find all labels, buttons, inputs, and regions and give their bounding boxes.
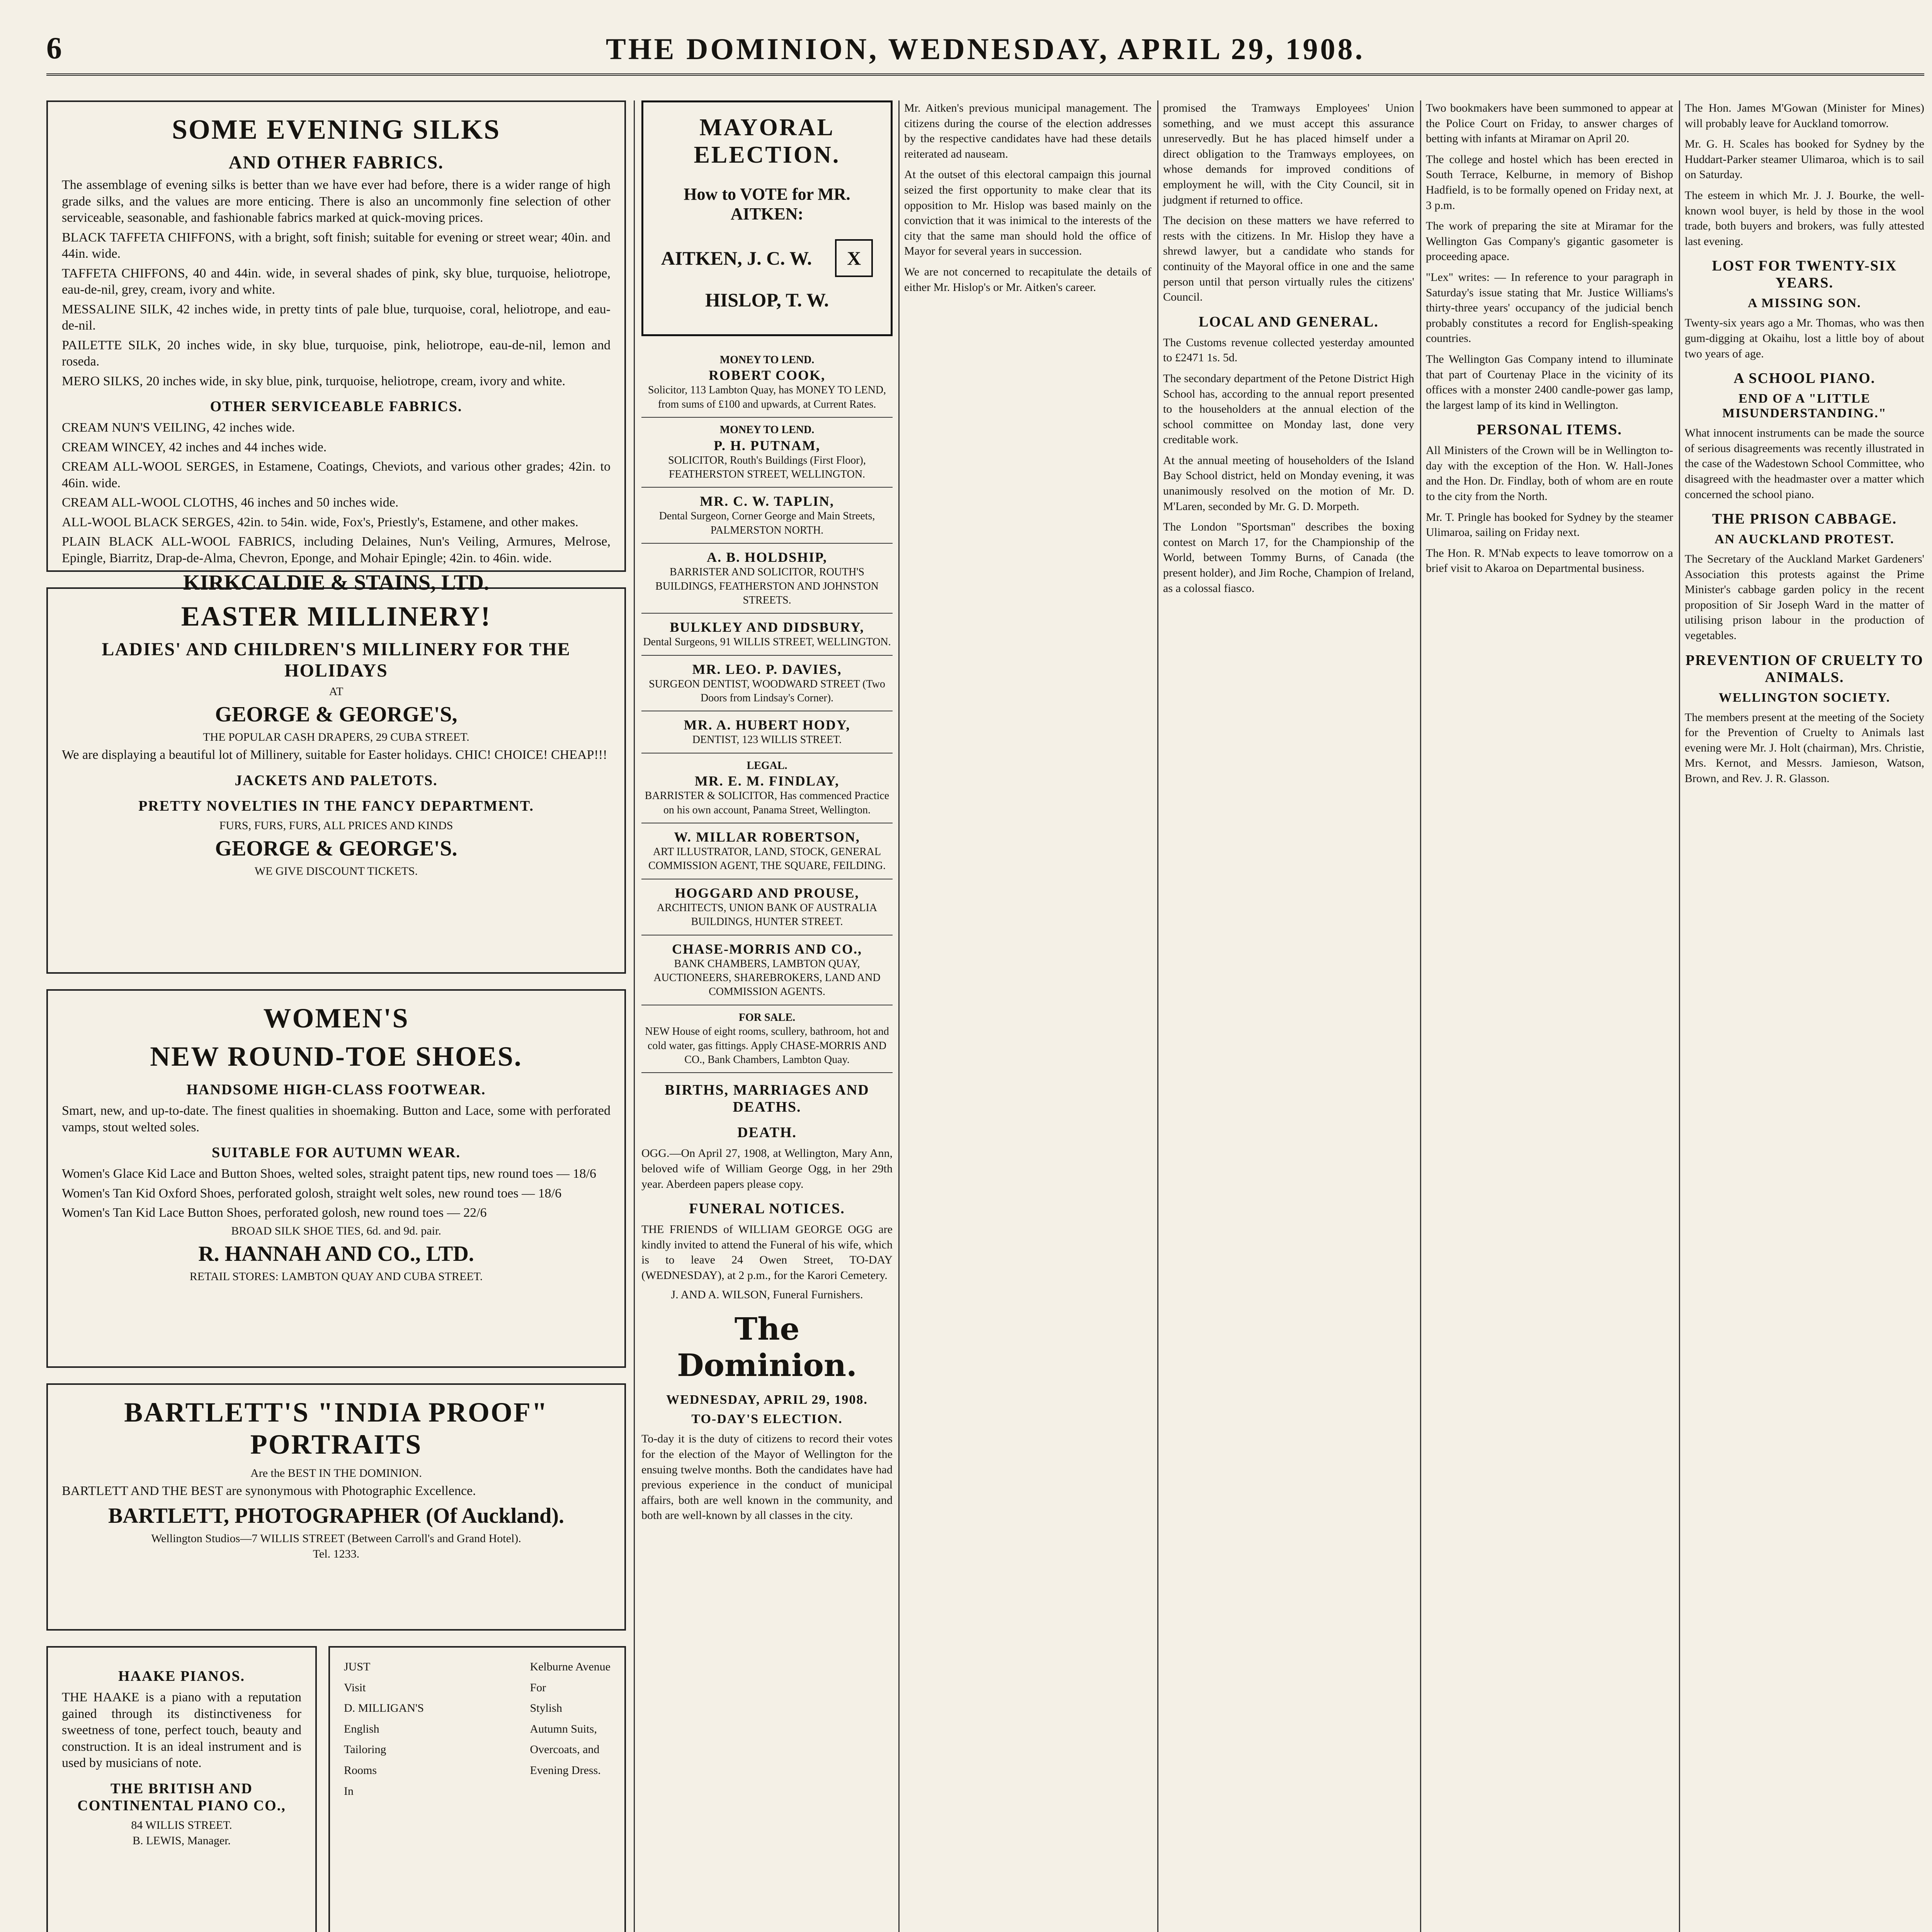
silks-other-item: PLAIN BLACK ALL-WOOL FABRICS, including Delaines, Nun's Veiling, Armures, Melrose, Epingle, Biarritz, Drap-de-Alma, Chevron, Eponge, and Mohair Epingle; 42in. to 46in. wide. [62, 534, 611, 565]
millinery-tag: WE GIVE DISCOUNT TICKETS. [254, 864, 418, 878]
card-text: Dental Surgeons, 91 WILLIS STREET, WELLINGTON. [643, 636, 891, 648]
bmd-sub: DEATH. [737, 1124, 797, 1141]
mayoral-title: MAYORAL ELECTION. [694, 114, 840, 168]
milligan-line: English [344, 1722, 379, 1735]
milligan-left [344, 1659, 424, 1804]
card-name: MR. LEO. P. DAVIES, [692, 661, 842, 677]
professional-card [641, 935, 893, 1005]
vote-mark: X [835, 239, 873, 277]
pianos-text: THE HAAKE is a piano with a reputation gained through its distinctiveness for sweetness of tone, perfect touch, beauty and construction. It is an ideal instrument and is used by musicians of note. [62, 1690, 301, 1770]
card-text: Dental Surgeon, Corner George and Main Streets, PALMERSTON NORTH. [659, 510, 875, 536]
news-para: All Ministers of the Crown will be in Wellington to-day with the exception of the Hon. W. Hall-Jones and the Hon. Dr. Findlay, both of whom are en route to the city from the North. [1426, 444, 1673, 503]
card-name: MR. E. M. FINDLAY, [694, 773, 840, 789]
funeral-firm: J. AND A. WILSON, Funeral Furnishers. [671, 1288, 863, 1301]
news-para: At the annual meeting of householders of the Island Bay School district, held on Monday evening, it was unanimously resolved on the motion of Mr. D. M'Laren, seconded by Mr. G. D. Morpeth. [1163, 454, 1414, 513]
news-para: "Lex" writes: — In reference to your paragraph in Saturday's issue stating that Mr. Justice Williams's thirty-three years' occupancy of the judicial bench probably constitutes a record for English-speaking countries. [1426, 270, 1673, 345]
milligan-advert [328, 1646, 626, 1932]
paper-date: WEDNESDAY, APRIL 29, 1908. [666, 1393, 868, 1407]
milligan-line: JUST [344, 1660, 371, 1673]
paper-name: The Dominion. [677, 1311, 857, 1384]
funeral-text: THE FRIENDS of WILLIAM GEORGE OGG are kindly invited to attend the Funeral of his wife, which is to leave 24 Owen Street, TO-DAY (WEDNESDAY), at 2 p.m., for the Karori Cemetery. [641, 1223, 893, 1282]
column-rule [1420, 100, 1421, 1932]
portraits-text: BARTLETT AND THE BEST are synonymous with Photographic Excellence. [62, 1484, 476, 1498]
masthead [46, 27, 1924, 76]
shoes-firm: R. HANNAH AND CO., LTD. [198, 1242, 474, 1266]
millinery-text: We are displaying a beautiful lot of Millinery, suitable for Easter holidays. CHIC! CHOICE! CHEAP!!! [62, 748, 607, 762]
milligan-line: Stylish [530, 1702, 562, 1715]
news-para: The work of preparing the site at Miramar for the Wellington Gas Company's gigantic gasometer is proceeding apace. [1426, 219, 1673, 263]
column-rule [898, 100, 900, 1932]
news-para: The members present at the meeting of the Society for the Prevention of Cruelty to Animals last evening were Mr. J. Holt (chairman), Mrs. Christie, Mrs. Kernot, and Messrs. Jamieson, Watson, Brown, and Rev. J. R. Glasson. [1685, 711, 1924, 785]
editorial-para: To-day it is the duty of citizens to record their votes for the election of the Mayor of Wellington for the ensuing twelve months. Both the candidates have had previous experience in the conduct of municipal affairs, both are well known in the community, and both are well-known by all classes in the city. [641, 1432, 893, 1522]
silks-item: TAFFETA CHIFFONS, 40 and 44in. wide, in several shades of pink, sky blue, turquoise, heliotrope, eau-de-nil, grey, cream, ivory and white. [62, 266, 611, 297]
pianos-advert [46, 1646, 317, 1932]
editorial-para: At the outset of this electoral campaign this journal seized the first opportunity to make clear that its opposition to Mr. Hislop was based mainly on the conviction that it was inimical to the interests of the city that the same man should hold the office of Mayor for several years in succession. [904, 168, 1151, 258]
milligan-line: Kelburne Avenue [530, 1660, 611, 1673]
mayoral-how: How to VOTE for MR. AITKEN: [684, 185, 850, 223]
shoes-title2: NEW ROUND-TOE SHOES. [150, 1041, 522, 1072]
card-text: Solicitor, 113 Lambton Quay, has MONEY TO LEND, from sums of £100 and upwards, at Current Rates. [648, 384, 886, 410]
card-heading: MONEY TO LEND. [719, 354, 815, 366]
card-text: NEW House of eight rooms, scullery, bathroom, hot and cold water, gas fittings. Apply CHASE-MORRIS AND CO., Bank Chambers, Lambton Quay. [645, 1026, 889, 1066]
card-name: MR. C. W. TAPLIN, [700, 493, 834, 509]
professional-card [641, 614, 893, 655]
card-text: SOLICITOR, Routh's Buildings (First Floor), FEATHERSTON STREET, WELLINGTON. [668, 454, 866, 480]
milligan-line: Visit [344, 1681, 366, 1694]
mayoral-candidate-2: HISLOP, T. W. [705, 289, 829, 311]
shoes-item: Women's Tan Kid Lace Button Shoes, perforated golosh, new round toes — 22/6 [62, 1206, 487, 1220]
newspaper-title: THE DOMINION, WEDNESDAY, APRIL 29, 1908. [605, 32, 1365, 66]
portraits-addr: Wellington Studios—7 WILLIS STREET (Between Carroll's and Grand Hotel). [151, 1532, 521, 1545]
professional-card [641, 488, 893, 544]
milligan-right [530, 1659, 611, 1804]
mayoral-election-advert [641, 100, 893, 336]
small-adverts-row [46, 1646, 626, 1932]
article-subheading: AN AUCKLAND PROTEST. [1714, 532, 1895, 547]
news-para: The London "Sportsman" describes the boxing contest on March 17, for the Championship of the World, between Tommy Burns, of Canada (the present holder), and Jim Roche, Champion of Ireland, as a colossal fiasco. [1163, 520, 1414, 595]
silks-other-item: CREAM ALL-WOOL SERGES, in Estamene, Coatings, Cheviots, and various other grades; 42in. to 46in. wide. [62, 459, 611, 490]
card-text: DENTIST, 123 WILLIS STREET. [692, 734, 842, 746]
card-name: MR. A. HUBERT HODY, [684, 717, 850, 733]
millinery-advert [46, 587, 626, 974]
pianos-firm: THE BRITISH AND CONTINENTAL PIANO CO., [77, 1780, 286, 1814]
silks-title: SOME EVENING SILKS [172, 114, 501, 145]
card-text: BARRISTER & SOLICITOR, Has commenced Practice on his own account, Panama Street, Wellington. [645, 790, 889, 816]
shoes-head: SUITABLE FOR AUTUMN WEAR. [211, 1145, 461, 1161]
shoes-item: Women's Tan Kid Oxford Shoes, perforated golosh, straight welt soles, new round toes — 18/6 [62, 1186, 562, 1201]
bmd-heading: BIRTHS, MARRIAGES AND DEATHS. [665, 1082, 869, 1116]
professional-cards [641, 348, 893, 1073]
article-heading: PREVENTION OF CRUELTY TO ANIMALS. [1685, 652, 1923, 685]
editorial-para: Mr. Aitken's previous municipal management. The citizens during the course of the election addresses by the respective candidates have had these details reiterated ad nauseam. [904, 102, 1151, 160]
portraits-advert [46, 1383, 626, 1631]
card-heading: LEGAL. [747, 759, 787, 772]
news-para: The esteem in which Mr. J. J. Bourke, the well-known wool buyer, is held by those in the wool trade, both buyers and brokers, was fully attested last evening. [1685, 189, 1924, 248]
millinery-at: AT [329, 685, 344, 698]
news-para: The Wellington Gas Company intend to illuminate that part of Courtenay Place in the vicinity of its offices with a monster 2400 candle-power gas lamp, the largest lamp of its kind in Wellington. [1426, 352, 1673, 412]
pianos-mgr: B. LEWIS, Manager. [132, 1834, 231, 1847]
news-para: The secondary department of the Petone District High School has, according to the annual report presented to the householders at the annual election of the school committee on Monday last, done very creditable work. [1163, 372, 1414, 446]
professional-card [641, 823, 893, 879]
local-general-heading: LOCAL AND GENERAL. [1199, 313, 1379, 330]
news-para: Two bookmakers have been summoned to appear at the Police Court on Friday, to answer charges of betting with infants at Miramar on April 20. [1426, 102, 1673, 145]
news-column [1685, 100, 1924, 1932]
silks-item: BLACK TAFFETA CHIFFONS, with a bright, soft finish; suitable for evening or street wear; 40in. and 44in. wide. [62, 230, 611, 261]
news-column [1163, 100, 1414, 1932]
professional-card [641, 348, 893, 418]
silks-item: MESSALINE SILK, 42 inches wide, in pretty tints of pale blue, turquoise, coral, heliotrope, and eau-de-nil. [62, 302, 611, 333]
millinery-title: EASTER MILLINERY! [181, 601, 492, 632]
card-text: BARRISTER AND SOLICITOR, ROUTH'S BUILDINGS, FEATHERSTON AND JOHNSTON STREETS. [655, 566, 879, 606]
milligan-line: Overcoats, and [530, 1743, 600, 1756]
card-name: A. B. HOLDSHIP, [707, 549, 827, 565]
personal-items-heading: PERSONAL ITEMS. [1476, 422, 1622, 438]
column-rule [634, 100, 635, 1932]
milligan-line: In [344, 1784, 354, 1798]
silks-other-item: CREAM NUN'S VEILING, 42 inches wide. [62, 420, 295, 435]
candidate-name: AITKEN, J. C. W. [661, 247, 812, 269]
shoes-extra: BROAD SILK SHOE TIES, 6d. and 9d. pair. [231, 1224, 441, 1237]
portraits-side: Are the BEST IN THE DOMINION. [250, 1467, 422, 1480]
silks-item: PAILETTE SILK, 20 inches wide, in sky blue, turquoise, pink, heliotrope, eau-de-nil, lemon and roseda. [62, 338, 611, 369]
silks-item: MERO SILKS, 20 inches wide, in sky blue, pink, turquoise, heliotrope, cream, ivory and white. [62, 374, 566, 388]
card-name: P. H. PUTNAM, [714, 437, 820, 453]
advert-column [46, 100, 626, 1932]
news-para: The Customs revenue collected yesterday amounted to £2471 1s. 5d. [1163, 336, 1414, 364]
news-column [1426, 100, 1673, 1932]
article-subheading: A MISSING SON. [1748, 296, 1861, 311]
portraits-title: BARTLETT'S "INDIA PROOF" PORTRAITS [124, 1397, 548, 1460]
card-name: HOGGARD AND PROUSE, [675, 885, 859, 901]
card-text: SURGEON DENTIST, WOODWARD STREET (Two Doors from Lindsay's Corner). [649, 678, 885, 704]
column-rule [1157, 100, 1158, 1932]
silks-firm: KIRKCALDIE & STAINS, LTD. [183, 571, 489, 595]
professional-card [641, 544, 893, 614]
funeral-heading: FUNERAL NOTICES. [689, 1201, 845, 1217]
milligan-line: Autumn Suits, [530, 1722, 597, 1735]
professional-card [641, 656, 893, 712]
millinery-firm2: GEORGE & GEORGE'S. [215, 836, 457, 861]
millinery-firm-sub: THE POPULAR CASH DRAPERS, 29 CUBA STREET. [203, 731, 469, 743]
page-number: 6 [46, 31, 62, 65]
milligan-line: D. MILLIGAN'S [344, 1702, 424, 1715]
milligan-line: Rooms [344, 1764, 377, 1777]
card-text: ARCHITECTS, UNION BANK OF AUSTRALIA BUILDINGS, HUNTER STREET. [656, 901, 878, 928]
shoes-title: WOMEN'S [263, 1003, 409, 1034]
shoes-item: Women's Glace Kid Lace and Button Shoes, welted soles, straight patent tips, new round toes — 18/6 [62, 1167, 596, 1181]
milligan-line: Tailoring [344, 1743, 386, 1756]
article-subheading: END OF A "LITTLE MISUNDERSTANDING." [1722, 391, 1887, 421]
card-heading: FOR SALE. [738, 1011, 796, 1024]
card-text: BANK CHAMBERS, LAMBTON QUAY, AUCTIONEERS, SHAREBROKERS, LAND AND COMMISSION AGENTS. [653, 957, 881, 998]
news-para: The Hon. R. M'Nab expects to leave tomorrow on a brief visit to Akaroa on Departmental business. [1426, 546, 1673, 575]
millinery-furs: FURS, FURS, FURS, ALL PRICES AND KINDS [219, 819, 453, 832]
editorial-para: We are not concerned to recapitulate the details of either Mr. Hislop's or Mr. Aitken's career. [904, 265, 1151, 294]
cards-column [641, 100, 893, 1932]
article-heading: A SCHOOL PIANO. [1733, 370, 1876, 387]
card-heading: MONEY TO LEND. [719, 424, 815, 436]
pianos-addr: 84 WILLIS STREET. [131, 1818, 232, 1832]
shoes-sub: HANDSOME HIGH-CLASS FOOTWEAR. [186, 1082, 486, 1098]
portraits-firm: BARTLETT, PHOTOGRAPHER (Of Auckland). [108, 1503, 564, 1528]
news-para: The Hon. James M'Gowan (Minister for Mines) will probably leave for Auckland tomorrow. [1685, 102, 1924, 130]
news-para: Mr. T. Pringle has booked for Sydney by the steamer Ulimaroa, sailing on Friday next. [1426, 510, 1673, 539]
article-subheading: WELLINGTON SOCIETY. [1718, 690, 1891, 705]
card-name: ROBERT COOK, [708, 367, 826, 383]
silks-other-heading: OTHER SERVICEABLE FABRICS. [210, 398, 463, 415]
editorial-column [904, 100, 1151, 1932]
pianos-title: HAAKE PIANOS. [118, 1668, 245, 1684]
professional-card [641, 418, 893, 488]
professional-card [641, 1005, 893, 1073]
card-name: W. MILLAR ROBERTSON, [674, 829, 860, 845]
silks-advert [46, 100, 626, 595]
card-name: CHASE-MORRIS AND CO., [672, 941, 862, 957]
news-para: Twenty-six years ago a Mr. Thomas, who was then gum-digging at Okaihu, lost a little boy of about two years of age. [1685, 316, 1924, 360]
professional-card [641, 879, 893, 935]
bmd-text: OGG.—On April 27, 1908, at Wellington, Mary Ann, beloved wife of William George Ogg, in her 29th year. Aberdeen papers please copy. [641, 1147, 893, 1190]
milligan-body [344, 1659, 611, 1804]
portraits-tel: Tel. 1233. [313, 1547, 360, 1560]
article-heading: LOST FOR TWENTY-SIX YEARS. [1712, 258, 1897, 291]
article-heading: THE PRISON CABBAGE. [1712, 511, 1897, 527]
news-para: The Secretary of the Auckland Market Gardeners' Association this protests against the Prime Minister's cabbage garden policy in the recent proposition of Sir Joseph Ward in the matter of utilising prison labour in the production of vegetables. [1685, 553, 1924, 642]
news-para: The decision on these matters we have referred to rests with the citizens. In Mr. Hislop they have a shrewd lawyer, but a candidate who stands for continuity of the Mayoral office in one and the same person until that person virtually rules the citizens' Council. [1163, 214, 1414, 304]
card-name: BULKLEY AND DIDSBURY, [670, 619, 864, 635]
silks-subtitle: AND OTHER FABRICS. [228, 152, 444, 173]
mayoral-candidate-1 [651, 239, 883, 277]
news-para: The college and hostel which has been erected in South Terrace, Kelburne, in memory of Bishop Hadfield, is to be formally opened on Friday next, at 3 p.m. [1426, 153, 1673, 212]
shoes-text: Smart, new, and up-to-date. The finest qualities in shoemaking. Button and Lace, some with perforated vamps, stout welted soles. [62, 1104, 611, 1134]
news-para: What innocent instruments can be made the source of serious disagreements was recently illustrated in the case of the Wadestown School Committee, who disagreed with the headmaster over a matter which concerned the school piano. [1685, 427, 1924, 501]
milligan-line: Evening Dress. [530, 1764, 601, 1777]
news-para: promised the Tramways Employees' Union something, and we must accept this assurance unreservedly. But he has placed himself under a direct obligation to the Tramways employees, on whose demands for improved conditions of employment he will, with the City Council, sit in judgment if returned to office. [1163, 102, 1414, 206]
milligan-line: For [530, 1681, 546, 1694]
millinery-head3: PRETTY NOVELTIES IN THE FANCY DEPARTMENT. [138, 798, 534, 814]
editorial-heading: TO-DAY'S ELECTION. [691, 1412, 843, 1427]
professional-card [641, 711, 893, 753]
card-text: ART ILLUSTRATOR, LAND, STOCK, GENERAL COMMISSION AGENT, THE SQUARE, FEILDING. [648, 846, 886, 872]
millinery-subtitle: LADIES' AND CHILDREN'S MILLINERY FOR THE HOLIDAYS [102, 639, 571, 681]
silks-other-item: CREAM ALL-WOOL CLOTHS, 46 inches and 50 inches wide. [62, 495, 399, 510]
silks-other-item: CREAM WINCEY, 42 inches and 44 inches wide. [62, 440, 327, 454]
news-para: Mr. G. H. Scales has booked for Sydney by the Huddart-Parker steamer Ulimaroa, which is to sail on Saturday. [1685, 138, 1924, 181]
shoes-advert [46, 989, 626, 1368]
professional-card [641, 753, 893, 823]
millinery-head2: JACKETS AND PALETOTS. [235, 772, 438, 789]
millinery-firm: GEORGE & GEORGE'S, [215, 702, 457, 726]
silks-other-item: ALL-WOOL BLACK SERGES, 42in. to 54in. wide, Fox's, Priestly's, Estamene, and other makes. [62, 515, 578, 529]
silks-intro: The assemblage of evening silks is better than we have ever had before, there is a wider range of high grade silks, and the values are more enticing. There is also an uncommonly fine selection of other serviceable, seasonable, and fashionable fabrics marked at quick-moving prices. [62, 178, 611, 225]
column-rule [1679, 100, 1680, 1932]
shoes-firm-sub: RETAIL STORES: LAMBTON QUAY AND CUBA STREET. [189, 1270, 483, 1283]
